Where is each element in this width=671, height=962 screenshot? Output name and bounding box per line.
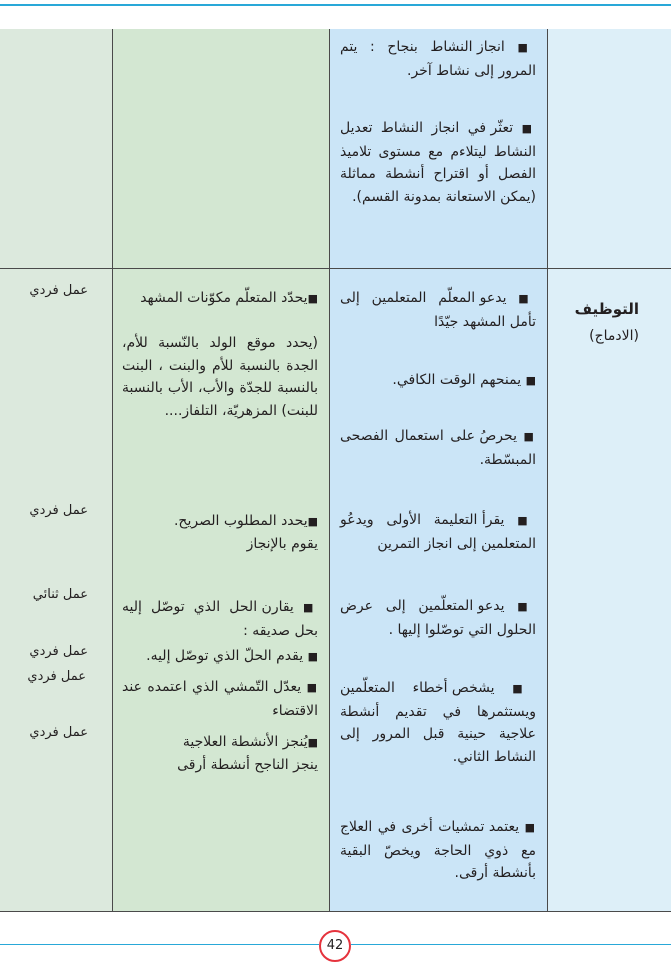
learner-item: (يحدد موقع الولد بالنّسبة للأم، الجدة بالنسبة للأم والبنت ، البنت بالنسبة للجدّة والأب، الأب بالنسبة للبنت) المزهريّة، التلفاز.... [122, 335, 318, 419]
top-rule [0, 4, 671, 6]
learner-column [112, 29, 329, 911]
phase-title: التوظيف [574, 300, 639, 318]
learner-item: ■يحدّد المتعلّم مكوّنات المشهد [140, 290, 318, 306]
column-divider [547, 29, 548, 911]
teacher-item: ■ يقرأ التعليمة الأولى ويدعُو المتعلمين إلى انجاز التمرين [340, 512, 536, 552]
phase-column [547, 29, 671, 911]
teacher-item: ■ يدعو المتعلّمين إلى عرض الحلول التي توصّلوا إليها . [340, 598, 536, 638]
learner-item: يقوم بالإنجاز [246, 536, 318, 552]
work-mode: عمل فردي [29, 644, 88, 659]
footer-rule [351, 944, 671, 945]
work-mode: عمل ثنائي [32, 587, 88, 602]
phase-subtitle: (الادماج) [589, 328, 639, 344]
footer-rule [0, 944, 319, 945]
learner-item: ■ يقدم الحلّ الذي توصّل إليه. [146, 648, 318, 664]
learner-item: ■يحدد المطلوب الصريح. [173, 513, 318, 529]
work-mode-column [0, 29, 112, 911]
work-mode: عمل فردي [27, 669, 86, 684]
work-mode: عمل فردي [29, 503, 88, 518]
learner-item: ■ يعدّل التّمشي الذي اعتمده عند الاقتضاء [122, 679, 318, 719]
learner-item: ■ يقارن الحل الذي توصّل إليه بحل صديقه : [122, 599, 318, 639]
learner-item: ■يُنجز الأنشطة العلاجية [182, 734, 318, 750]
learner-item: ينجز الناجح أنشطة أرقى [177, 757, 318, 773]
teacher-item: ■ يحرصُ على استعمال الفصحى المبسّطة. [340, 428, 537, 468]
column-divider [329, 29, 330, 911]
teacher-item: ■ يشخص أخطاء المتعلّمين ويستثمرها في تقديم أنشطة علاجية حينية قبل المرور إلى النشاط الثاني. [340, 680, 536, 765]
work-mode: عمل فردي [29, 725, 88, 740]
teacher-item: ■ انجاز النشاط بنجاح : يتم المرور إلى نشاط آخر. [340, 39, 536, 79]
teacher-item: ■ يمنحهم الوقت الكافي. [392, 372, 536, 388]
teacher-item: ■ يدعو المعلّم المتعلمين إلى تأمل المشهد جيّدًا [340, 290, 536, 330]
column-divider [112, 29, 113, 911]
work-mode: عمل فردي [29, 283, 88, 298]
row-divider [0, 268, 671, 269]
table-bottom-border [0, 911, 671, 912]
page-number: 42 [319, 930, 351, 962]
teacher-item: ■ تعثّر في انجاز النشاط تعديل النشاط ليتلاءم مع مستوى تلاميذ الفصل أو اقتراح أنشطة مماثلة (يمكن الاستعانة بمدونة القسم). [340, 120, 536, 205]
teacher-item: ■ يعتمد تمشيات أخرى في العلاج مع ذوي الحاجة ويخصّ البقية بأنشطة أرقى. [340, 819, 536, 881]
